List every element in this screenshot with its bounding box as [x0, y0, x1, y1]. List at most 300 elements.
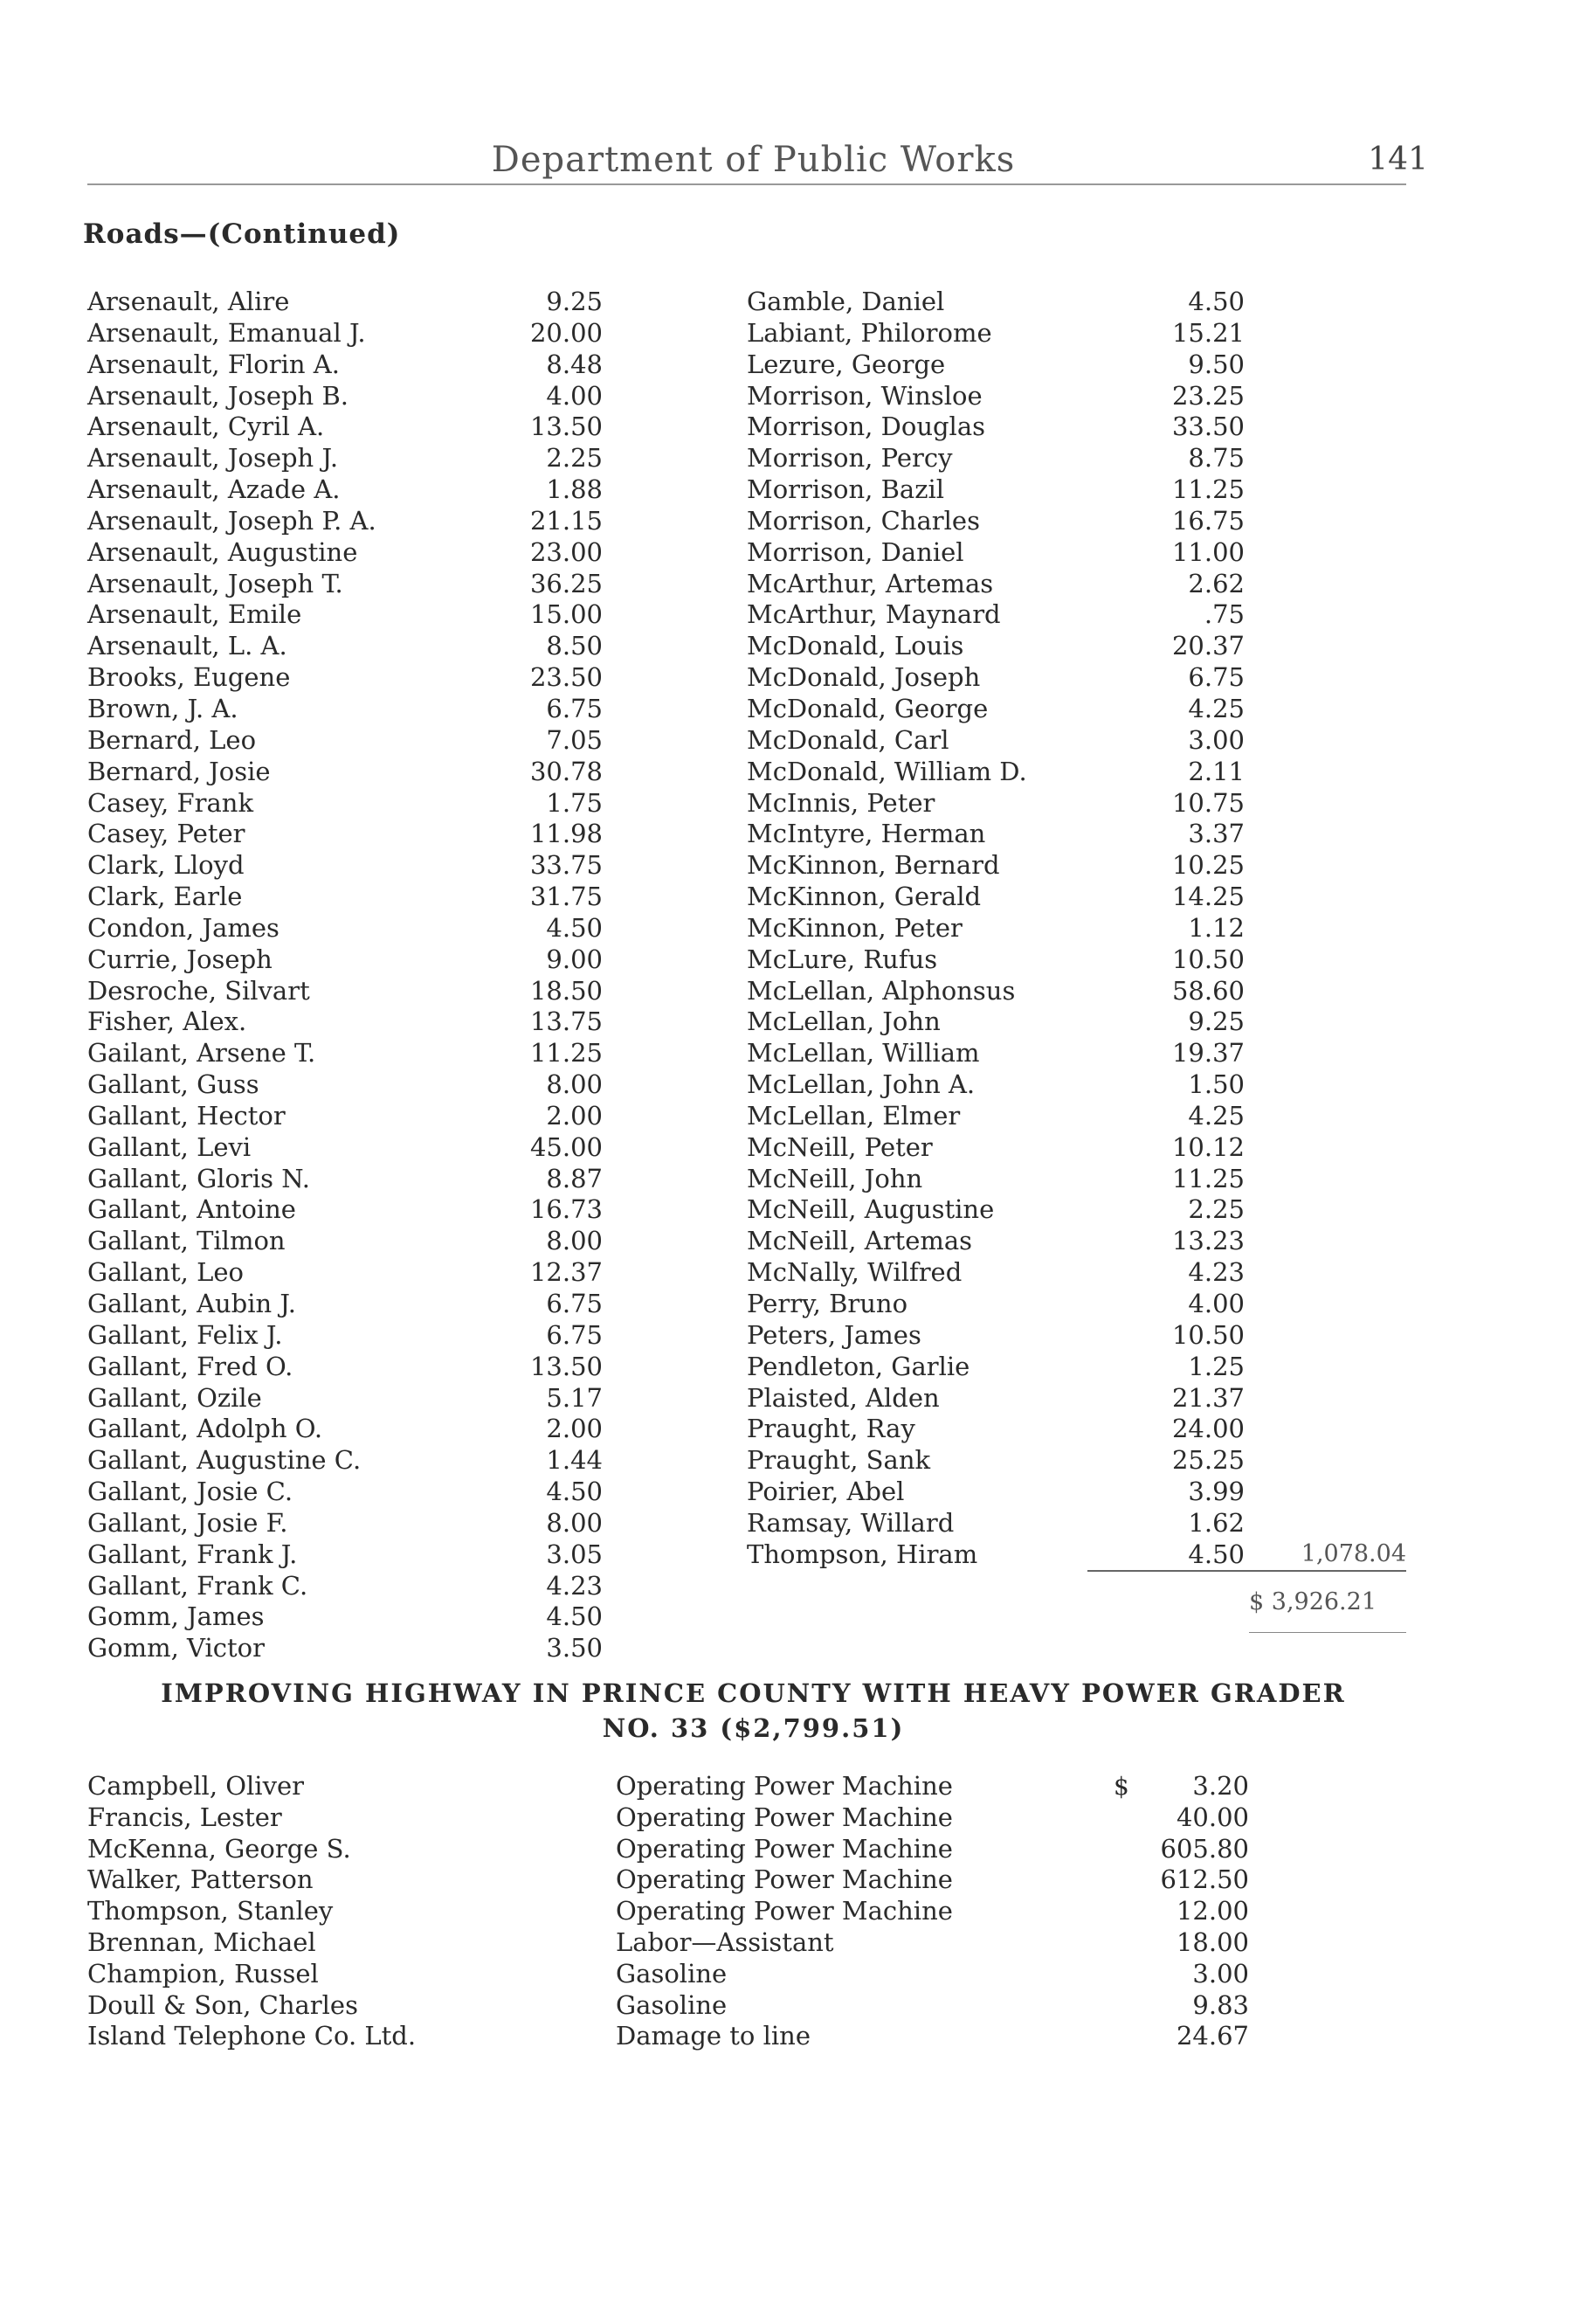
- payee-amount: 4.50: [546, 1601, 603, 1632]
- payee-row: [87, 1601, 603, 1633]
- payee-amount: 20.37: [1171, 631, 1245, 661]
- expense-row: [87, 1896, 1249, 1927]
- payee-name: McKinnon, Bernard: [747, 850, 1000, 881]
- payee-name: Gallant, Adolph O.: [87, 1414, 323, 1444]
- payee-amount: 9.00: [546, 944, 603, 974]
- expense-row: [87, 2021, 1249, 2052]
- payee-row: [87, 412, 603, 443]
- payee-amount: 45.00: [529, 1131, 603, 1162]
- payee-amount: 6.75: [546, 1319, 603, 1350]
- payee-name: Arsenault, Augustine: [87, 536, 358, 567]
- payee-row: [747, 1352, 1428, 1383]
- payee-name: McDonald, George: [747, 693, 989, 723]
- payee-name: Gallant, Antoine: [87, 1194, 296, 1225]
- payee-amount: 13.50: [529, 1351, 603, 1381]
- expense-description: Damage to line: [616, 2021, 818, 2052]
- payee-row: [87, 1414, 603, 1445]
- payee-row: [747, 506, 1428, 537]
- payee-amount: 10.25: [1171, 850, 1245, 881]
- payee-amount: 1.12: [1188, 912, 1245, 943]
- expense-amount: 3.20: [1192, 1771, 1249, 1801]
- payee-row: [87, 1069, 603, 1101]
- running-title: Department of Public Works: [491, 140, 1016, 180]
- payee-amount: 8.48: [546, 349, 603, 379]
- payee-amount: 5.17: [546, 1382, 603, 1413]
- expense-payee: McKenna, George S.: [87, 1833, 351, 1864]
- payee-name: Condon, James: [87, 912, 279, 943]
- payee-amount: 1.75: [546, 787, 603, 818]
- payee-row: [87, 1101, 603, 1132]
- payee-row: [87, 1226, 603, 1257]
- payee-row: [747, 819, 1428, 850]
- payee-row: [87, 1508, 603, 1539]
- expense-description: Operating Power Machine: [616, 1802, 960, 1834]
- expense-description: Operating Power Machine: [616, 1834, 960, 1865]
- payee-row: [87, 1539, 603, 1571]
- payee-row: [747, 1383, 1428, 1414]
- roads-total: $ 3,926.21: [1249, 1588, 1377, 1615]
- expense-amount: 9.83: [1192, 1989, 1249, 2020]
- payee-amount: .75: [1204, 599, 1245, 630]
- payee-amount: 6.75: [1188, 662, 1245, 693]
- payee-name: McKinnon, Peter: [747, 912, 963, 943]
- payee-row: [747, 599, 1428, 631]
- payee-row: [87, 944, 603, 976]
- expense-payee: Thompson, Stanley: [87, 1896, 334, 1926]
- payee-name: Arsenault, Joseph B.: [87, 380, 348, 411]
- payee-row: [747, 1414, 1428, 1445]
- payee-amount: 19.37: [1171, 1038, 1245, 1069]
- payee-row: [87, 1038, 603, 1069]
- payee-amount: 3.37: [1188, 819, 1245, 849]
- expense-payee: Champion, Russel: [87, 1958, 319, 1989]
- payee-row: [87, 474, 603, 506]
- payee-name: Gallant, Levi: [87, 1131, 252, 1162]
- expense-payee: Doull & Son, Charles: [87, 1989, 358, 2020]
- payee-amount: 2.25: [1188, 1194, 1245, 1225]
- payee-row: [747, 1508, 1428, 1539]
- payee-amount: 4.00: [546, 380, 603, 411]
- payee-row: [747, 443, 1428, 474]
- payee-row: [87, 1164, 603, 1195]
- payee-row: [87, 976, 603, 1007]
- payee-row: [87, 1571, 603, 1602]
- payee-row: [87, 1289, 603, 1320]
- payee-row: [87, 694, 603, 725]
- payee-row: [87, 913, 603, 944]
- payee-name: Brown, J. A.: [87, 693, 238, 723]
- payee-row: [87, 662, 603, 694]
- payee-row: [747, 913, 1428, 944]
- payee-name: Peters, James: [747, 1319, 921, 1350]
- payee-name: Arsenault, Joseph P. A.: [87, 505, 376, 536]
- payee-amount: 13.50: [529, 412, 603, 442]
- expense-payee: Francis, Lester: [87, 1802, 282, 1832]
- payee-row: [747, 1132, 1428, 1164]
- payee-row: [87, 349, 603, 381]
- expense-row: [87, 1927, 1249, 1959]
- improving-heading: [87, 1676, 1419, 1746]
- payee-row: [747, 694, 1428, 725]
- expense-row: [87, 1802, 1249, 1834]
- total-rule: [1249, 1632, 1406, 1633]
- payee-name: Praught, Sank: [747, 1445, 931, 1476]
- payee-name: Arsenault, Azade A.: [87, 474, 341, 505]
- payee-amount: 33.75: [529, 850, 603, 881]
- payee-amount: 6.75: [546, 693, 603, 723]
- payee-name: Morrison, Percy: [747, 443, 953, 474]
- expense-payee: Campbell, Oliver: [87, 1771, 304, 1801]
- payee-row: [747, 662, 1428, 694]
- payee-row: [87, 631, 603, 662]
- payee-row: [747, 381, 1428, 412]
- payee-amount: 2.25: [546, 443, 603, 474]
- roads-subtotal: 1,078.04: [1301, 1540, 1406, 1567]
- payee-amount: 3.05: [546, 1539, 603, 1569]
- payee-name: Casey, Peter: [87, 819, 245, 849]
- payee-name: Morrison, Charles: [747, 505, 980, 536]
- improving-table: [87, 1771, 1249, 2052]
- payee-name: Arsenault, Emile: [87, 599, 302, 630]
- payee-name: McLellan, Alphonsus: [747, 975, 1016, 1006]
- payee-row: [747, 850, 1428, 882]
- payee-row: [747, 1164, 1428, 1195]
- payee-name: Gallant, Augustine C.: [87, 1445, 362, 1476]
- payee-amount: 18.50: [529, 975, 603, 1006]
- payee-amount: 14.25: [1171, 882, 1245, 912]
- payee-row: [87, 599, 603, 631]
- expense-description: Operating Power Machine: [616, 1896, 960, 1927]
- payee-amount: 8.87: [546, 1163, 603, 1193]
- payee-row: [87, 318, 603, 349]
- payee-name: McDonald, Louis: [747, 631, 964, 661]
- payee-name: Arsenault, Florin A.: [87, 349, 340, 379]
- payee-name: Gamble, Daniel: [747, 287, 945, 316]
- payee-name: Morrison, Bazil: [747, 474, 945, 505]
- payee-name: McDonald, William D.: [747, 756, 1027, 786]
- payee-row: [747, 788, 1428, 820]
- payee-amount: 8.75: [1188, 443, 1245, 474]
- payee-amount: 4.25: [1188, 1100, 1245, 1131]
- payee-amount: 16.73: [529, 1194, 603, 1225]
- payee-name: McNally, Wilfred: [747, 1257, 963, 1288]
- payee-amount: 4.50: [546, 1477, 603, 1507]
- payee-name: McNeill, Artemas: [747, 1226, 973, 1256]
- payee-amount: 8.50: [546, 631, 603, 661]
- payee-row: [87, 287, 603, 318]
- payee-amount: 8.00: [546, 1507, 603, 1538]
- payee-name: Arsenault, Cyril A.: [87, 412, 325, 442]
- payee-amount: 36.25: [529, 568, 603, 598]
- payee-name: Gallant, Ozile: [87, 1382, 262, 1413]
- payee-name: McDonald, Joseph: [747, 662, 981, 693]
- payee-row: [747, 1069, 1428, 1101]
- payee-name: Arsenault, L. A.: [87, 631, 287, 661]
- payee-name: Morrison, Daniel: [747, 536, 964, 567]
- payee-row: [747, 944, 1428, 976]
- payee-name: McNeill, Peter: [747, 1131, 933, 1162]
- payee-name: Gallant, Felix J.: [87, 1319, 283, 1350]
- payee-name: McArthur, Artemas: [747, 568, 994, 598]
- payee-name: Praught, Ray: [747, 1414, 915, 1444]
- subtotal-rule: [1087, 1570, 1406, 1572]
- payee-amount: 1.44: [546, 1445, 603, 1476]
- payee-amount: 3.99: [1188, 1477, 1245, 1507]
- payee-name: Poirier, Abel: [747, 1477, 905, 1507]
- payee-row: [87, 1383, 603, 1414]
- payee-row: [747, 725, 1428, 757]
- payee-amount: 58.60: [1171, 975, 1245, 1006]
- payee-row: [747, 1226, 1428, 1257]
- payee-amount: 4.50: [1188, 1539, 1245, 1569]
- payee-amount: 30.78: [529, 756, 603, 786]
- payee-amount: 31.75: [529, 882, 603, 912]
- expense-amount: 3.00: [1192, 1958, 1249, 1989]
- payee-row: [747, 1194, 1428, 1226]
- payee-name: Gallant, Tilmon: [87, 1226, 286, 1256]
- payee-row: [747, 349, 1428, 381]
- payee-row: [87, 506, 603, 537]
- payee-name: Pendleton, Garlie: [747, 1351, 970, 1381]
- payee-row: [87, 1006, 603, 1038]
- payee-amount: 8.00: [546, 1069, 603, 1100]
- payee-row: [747, 1445, 1428, 1477]
- payee-name: Currie, Joseph: [87, 944, 273, 974]
- payee-amount: 10.75: [1171, 787, 1245, 818]
- payee-name: McLellan, William: [747, 1038, 980, 1069]
- expense-amount: 612.50: [1160, 1864, 1249, 1895]
- payee-name: Labiant, Philorome: [747, 317, 992, 348]
- expense-row: [87, 1864, 1249, 1896]
- payee-name: Perry, Bruno: [747, 1289, 908, 1318]
- improving-heading-line2: NO. 33 ($2,799.51): [602, 1713, 905, 1743]
- expense-description: Labor—Assistant: [616, 1927, 841, 1959]
- payee-amount: 9.50: [1188, 349, 1245, 379]
- payee-row: [747, 1477, 1428, 1508]
- page-number: 141: [1368, 142, 1428, 177]
- payee-row: [747, 318, 1428, 349]
- payee-row: [87, 1320, 603, 1352]
- payee-amount: 13.23: [1171, 1226, 1245, 1256]
- payee-row: [747, 1320, 1428, 1352]
- expense-payee: Island Telephone Co. Ltd.: [87, 2021, 417, 2051]
- payee-name: Lezure, George: [747, 349, 946, 379]
- payee-row: [87, 788, 603, 820]
- payee-amount: 2.00: [546, 1100, 603, 1131]
- roads-list-right: [747, 287, 1428, 1571]
- payee-name: Clark, Earle: [87, 882, 243, 912]
- payee-name: Morrison, Douglas: [747, 412, 986, 442]
- payee-amount: 13.75: [529, 1006, 603, 1037]
- expense-row: [87, 1990, 1249, 2022]
- payee-name: Fisher, Alex.: [87, 1006, 247, 1037]
- payee-amount: 11.25: [1171, 474, 1245, 505]
- expense-amount: 12.00: [1176, 1896, 1249, 1926]
- payee-row: [87, 882, 603, 913]
- payee-name: McKinnon, Gerald: [747, 882, 982, 912]
- payee-amount: 3.50: [546, 1633, 603, 1663]
- expense-row: [87, 1771, 1249, 1802]
- payee-amount: 9.25: [546, 287, 603, 316]
- payee-amount: 9.25: [1188, 1006, 1245, 1037]
- payee-row: [747, 976, 1428, 1007]
- expense-amount: 605.80: [1160, 1833, 1249, 1864]
- payee-name: Arsenault, Joseph T.: [87, 568, 343, 598]
- payee-name: McLellan, John A.: [747, 1069, 976, 1100]
- payee-name: Gallant, Guss: [87, 1069, 259, 1100]
- expense-description: Gasoline: [616, 1959, 734, 1990]
- payee-name: McLure, Rufus: [747, 944, 938, 974]
- payee-name: Morrison, Winsloe: [747, 380, 983, 411]
- payee-amount: 10.12: [1171, 1131, 1245, 1162]
- payee-amount: 10.50: [1171, 944, 1245, 974]
- payee-name: McArthur, Maynard: [747, 599, 1001, 630]
- expense-description: Gasoline: [616, 1990, 734, 2022]
- expense-row: [87, 1959, 1249, 1990]
- payee-name: Gomm, Victor: [87, 1633, 265, 1663]
- payee-row: [747, 474, 1428, 506]
- payee-name: Gallant, Aubin J.: [87, 1289, 297, 1318]
- expense-amount: 18.00: [1176, 1926, 1249, 1957]
- payee-amount: 7.05: [546, 724, 603, 755]
- payee-row: [87, 725, 603, 757]
- payee-amount: 24.00: [1171, 1414, 1245, 1444]
- payee-amount: 23.50: [529, 662, 603, 693]
- expense-description: Operating Power Machine: [616, 1771, 960, 1802]
- payee-name: Plaisted, Alden: [747, 1382, 940, 1413]
- payee-row: [87, 1132, 603, 1164]
- payee-row: [747, 1006, 1428, 1038]
- payee-row: [87, 443, 603, 474]
- payee-name: McLellan, Elmer: [747, 1100, 961, 1131]
- expense-payee: Walker, Patterson: [87, 1864, 314, 1895]
- payee-amount: 15.21: [1171, 317, 1245, 348]
- payee-row: [747, 287, 1428, 318]
- payee-row: [87, 850, 603, 882]
- payee-name: Gallant, Frank C.: [87, 1570, 308, 1601]
- payee-row: [87, 1477, 603, 1508]
- payee-amount: 2.62: [1188, 568, 1245, 598]
- header-rule: [87, 183, 1406, 185]
- payee-amount: 1.88: [546, 474, 603, 505]
- payee-name: Casey, Frank: [87, 787, 254, 818]
- payee-row: [87, 1445, 603, 1477]
- payee-row: [747, 757, 1428, 788]
- payee-amount: 11.00: [1171, 536, 1245, 567]
- payee-amount: 6.75: [546, 1289, 603, 1318]
- payee-name: Bernard, Leo: [87, 724, 257, 755]
- expense-row: [87, 1834, 1249, 1865]
- payee-name: Gallant, Josie F.: [87, 1507, 288, 1538]
- payee-amount: 25.25: [1171, 1445, 1245, 1476]
- payee-name: Gallant, Josie C.: [87, 1477, 293, 1507]
- payee-row: [747, 1101, 1428, 1132]
- payee-amount: 23.25: [1171, 380, 1245, 411]
- payee-row: [747, 569, 1428, 600]
- payee-row: [747, 537, 1428, 569]
- payee-name: McNeill, Augustine: [747, 1194, 995, 1225]
- payee-row: [87, 1194, 603, 1226]
- payee-name: Gomm, James: [87, 1601, 265, 1632]
- expense-amount: 24.67: [1176, 2021, 1249, 2051]
- payee-row: [747, 412, 1428, 443]
- payee-name: Clark, Lloyd: [87, 850, 245, 881]
- payee-amount: 1.50: [1188, 1069, 1245, 1100]
- payee-amount: 23.00: [529, 536, 603, 567]
- payee-name: Bernard, Josie: [87, 756, 271, 786]
- payee-name: Gailant, Arsene T.: [87, 1038, 316, 1069]
- payee-row: [87, 1352, 603, 1383]
- payee-name: McInnis, Peter: [747, 787, 935, 818]
- payee-amount: 4.50: [546, 912, 603, 943]
- expense-payee: Brennan, Michael: [87, 1926, 316, 1957]
- payee-amount: 3.00: [1188, 724, 1245, 755]
- payee-name: Brooks, Eugene: [87, 662, 291, 693]
- payee-amount: 2.00: [546, 1414, 603, 1444]
- payee-amount: 4.23: [1188, 1257, 1245, 1288]
- payee-row: [747, 1257, 1428, 1289]
- payee-amount: 15.00: [529, 599, 603, 630]
- payee-amount: 21.37: [1171, 1382, 1245, 1413]
- payee-name: Thompson, Hiram: [747, 1539, 978, 1569]
- payee-row: [747, 1038, 1428, 1069]
- payee-amount: 4.00: [1188, 1289, 1245, 1318]
- payee-name: McNeill, John: [747, 1163, 923, 1193]
- roads-list-left: [87, 287, 603, 1664]
- payee-row: [87, 1257, 603, 1289]
- payee-name: McIntyre, Herman: [747, 819, 986, 849]
- payee-amount: 4.23: [546, 1570, 603, 1601]
- payee-name: Desroche, Silvart: [87, 975, 310, 1006]
- currency-symbol: $: [1114, 1772, 1129, 1801]
- payee-name: McLellan, John: [747, 1006, 941, 1037]
- payee-amount: 8.00: [546, 1226, 603, 1256]
- payee-row: [747, 882, 1428, 913]
- payee-amount: 33.50: [1171, 412, 1245, 442]
- payee-amount: 1.25: [1188, 1351, 1245, 1381]
- payee-row: [87, 757, 603, 788]
- payee-row: [87, 537, 603, 569]
- payee-amount: 11.98: [529, 819, 603, 849]
- payee-row: [87, 819, 603, 850]
- payee-amount: 20.00: [529, 317, 603, 348]
- payee-name: Gallant, Hector: [87, 1100, 286, 1131]
- payee-amount: 4.50: [1188, 287, 1245, 316]
- payee-row: [87, 381, 603, 412]
- payee-name: Gallant, Leo: [87, 1257, 244, 1288]
- improving-heading-line1: IMPROVING HIGHWAY IN PRINCE COUNTY WITH HEAVY POWER GRADER: [161, 1678, 1346, 1708]
- payee-amount: 12.37: [529, 1257, 603, 1288]
- payee-amount: 21.15: [529, 505, 603, 536]
- payee-name: Gallant, Gloris N.: [87, 1163, 310, 1193]
- payee-amount: 10.50: [1171, 1319, 1245, 1350]
- payee-name: Ramsay, Willard: [747, 1507, 955, 1538]
- payee-name: Arsenault, Alire: [87, 287, 290, 316]
- payee-row: [87, 569, 603, 600]
- payee-row: [87, 1633, 603, 1664]
- payee-amount: 2.11: [1188, 756, 1245, 786]
- payee-amount: 11.25: [1171, 1163, 1245, 1193]
- payee-amount: 1.62: [1188, 1507, 1245, 1538]
- expense-amount: 40.00: [1176, 1802, 1249, 1832]
- payee-name: Gallant, Frank J.: [87, 1539, 298, 1569]
- payee-name: Arsenault, Emanual J.: [87, 317, 366, 348]
- expense-description: Operating Power Machine: [616, 1864, 960, 1896]
- payee-name: Arsenault, Joseph J.: [87, 443, 339, 474]
- payee-row: [747, 1289, 1428, 1320]
- payee-amount: 4.25: [1188, 693, 1245, 723]
- payee-name: Gallant, Fred O.: [87, 1351, 293, 1381]
